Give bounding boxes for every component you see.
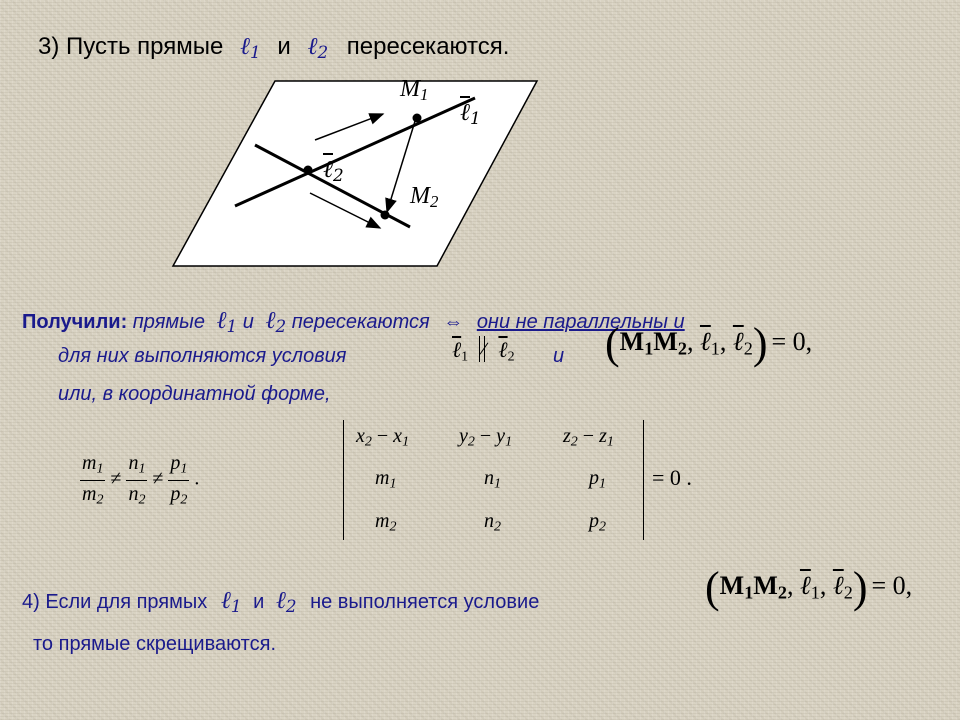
heading-text: 3) Пусть прямые bbox=[38, 33, 224, 60]
det-r3c3: $p_2$ bbox=[589, 510, 606, 535]
det-r2c1: $m_1$ bbox=[375, 467, 397, 492]
skew-line-1: 4) Если для прямых ℓ$_1$ и ℓ$_2$ не выполняется условие bbox=[22, 586, 540, 617]
det-r2c2: $n_1$ bbox=[484, 467, 501, 492]
result-lead: Получили: bbox=[22, 311, 128, 333]
plane-shape bbox=[173, 81, 537, 266]
heading-suffix: пересекаются. bbox=[346, 33, 510, 60]
equiv-symbol: ⇔ bbox=[443, 311, 464, 333]
heading-l2: ℓ$_2$ bbox=[307, 32, 329, 63]
det-r1c1: $x_2 - x_1$ bbox=[356, 425, 410, 450]
not-parallel-symbol bbox=[474, 336, 492, 362]
label-l1: ℓ$_1$ bbox=[460, 98, 481, 129]
det-r3c1: $m_2$ bbox=[375, 510, 397, 535]
skew-line-2: то прямые скрещиваются. bbox=[33, 633, 277, 655]
slide-heading bbox=[38, 32, 509, 62]
det-r3c2: $n_2$ bbox=[484, 510, 501, 535]
result-line-2: для них выполняются условия bbox=[58, 345, 347, 367]
label-M1: $M_1$ bbox=[400, 76, 429, 105]
point-M1 bbox=[413, 114, 422, 123]
heading-l1: ℓ$_1$ bbox=[240, 32, 261, 63]
result-line-1: Получили: прямые ℓ$_1$ и ℓ$_2$ пересекаются ⇔ они не параллельны и bbox=[22, 306, 685, 337]
label-M2: $M_2$ bbox=[410, 183, 439, 212]
point-intersection bbox=[304, 166, 313, 175]
det-equals-zero: = 0 . bbox=[652, 465, 692, 490]
result-and: и bbox=[553, 345, 565, 367]
skew-mixed-product-condition: ($M_1M_2$, ℓ$_1$, ℓ$_2$) = 0, bbox=[705, 563, 913, 612]
mixed-product-condition: ($M_1M_2$, ℓ$_1$, ℓ$_2$) = 0, bbox=[605, 319, 813, 368]
plane-diagram bbox=[165, 78, 545, 270]
det-r1c2: $y_2 - y_1$ bbox=[459, 425, 513, 450]
det-r2c3: $p_1$ bbox=[589, 467, 606, 492]
point-M2 bbox=[381, 211, 390, 220]
det-r1c3: $z_2 - z_1$ bbox=[563, 425, 614, 450]
label-l2: ℓ$_2$ bbox=[323, 155, 344, 186]
heading-and: и bbox=[277, 33, 291, 60]
not-parallel-condition: ℓ$_1$ ℓ$_2$ bbox=[452, 338, 515, 365]
coordinate-fractions: $\frac{m_1}{m_2}$ ≠ $\frac{n_1}{n_2}$ ≠ $\frac{p_1}{p_2}$ . bbox=[82, 452, 200, 507]
result-line-3: или, в координатной форме, bbox=[58, 383, 331, 405]
